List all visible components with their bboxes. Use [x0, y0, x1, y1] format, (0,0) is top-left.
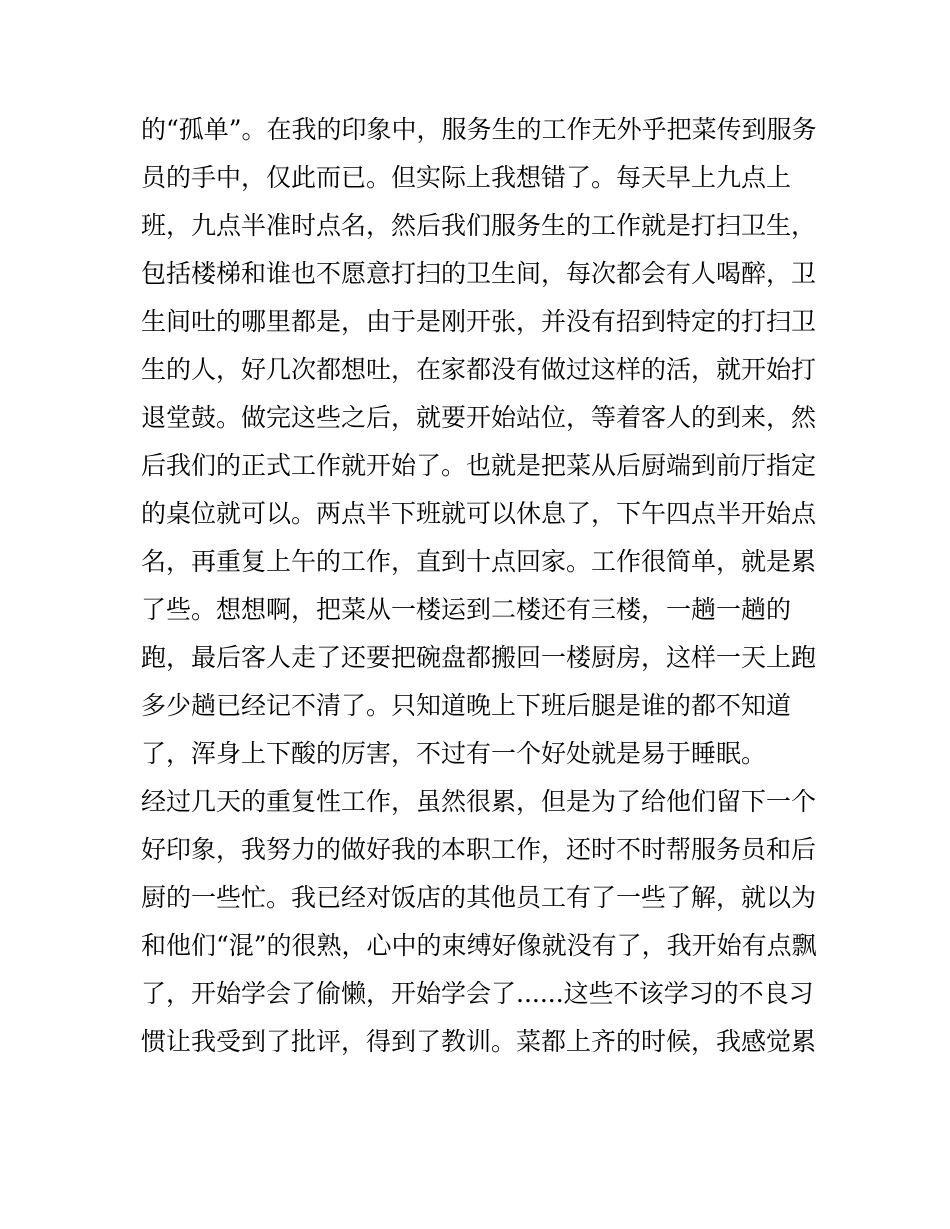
text-line: 的“孤单”。在我的印象中，服务生的工作无外乎把菜传到服务 [141, 115, 817, 144]
body-text [141, 106, 821, 1066]
text-line: 名，再重复上午的工作，直到十点回家。工作很简单，就是累 [141, 547, 817, 576]
text-line: 班，九点半准时点名，然后我们服务生的工作就是打扫卫生， [141, 211, 817, 240]
text-line: 多少趟已经记不清了。只知道晚上下班后腿是谁的都不知道 [141, 691, 792, 720]
text-line: 好印象，我努力的做好我的本职工作，还时不时帮服务员和后 [141, 835, 817, 864]
text-line: 了，浑身上下酸的厉害，不过有一个好处就是易于睡眠。 [141, 739, 767, 768]
text-line: 跑，最后客人走了还要把碗盘都搬回一楼厨房，这样一天上跑 [141, 643, 817, 672]
text-line: 和他们“混”的很熟，心中的束缚好像就没有了，我开始有点飘 [141, 931, 817, 960]
text-line: 生的人，好几次都想吐，在家都没有做过这样的活，就开始打 [141, 355, 817, 384]
text-line: 了，开始学会了偷懒，开始学会了......这些不该学习的不良习 [141, 979, 814, 1008]
text-line: 经过几天的重复性工作，虽然很累，但是为了给他们留下一个 [141, 787, 817, 816]
text-line: 退堂鼓。做完这些之后，就要开始站位，等着客人的到来，然 [141, 403, 817, 432]
text-line: 包括楼梯和谁也不愿意打扫的卫生间，每次都会有人喝醉，卫 [141, 259, 817, 288]
text-line: 生间吐的哪里都是，由于是刚开张，并没有招到特定的打扫卫 [141, 307, 817, 336]
text-line: 了些。想想啊，把菜从一楼运到二楼还有三楼，一趟一趟的 [141, 595, 792, 624]
text-line: 的桌位就可以。两点半下班就可以休息了，下午四点半开始点 [141, 499, 817, 528]
text-line: 后我们的正式工作就开始了。也就是把菜从后厨端到前厅指定 [141, 451, 817, 480]
text-line: 员的手中，仅此而已。但实际上我想错了。每天早上九点上 [141, 163, 792, 192]
text-line: 厨的一些忙。我已经对饭店的其他员工有了一些了解，就以为 [141, 883, 817, 912]
text-line: 惯让我受到了批评，得到了教训。菜都上齐的时候，我感觉累 [141, 1027, 817, 1056]
